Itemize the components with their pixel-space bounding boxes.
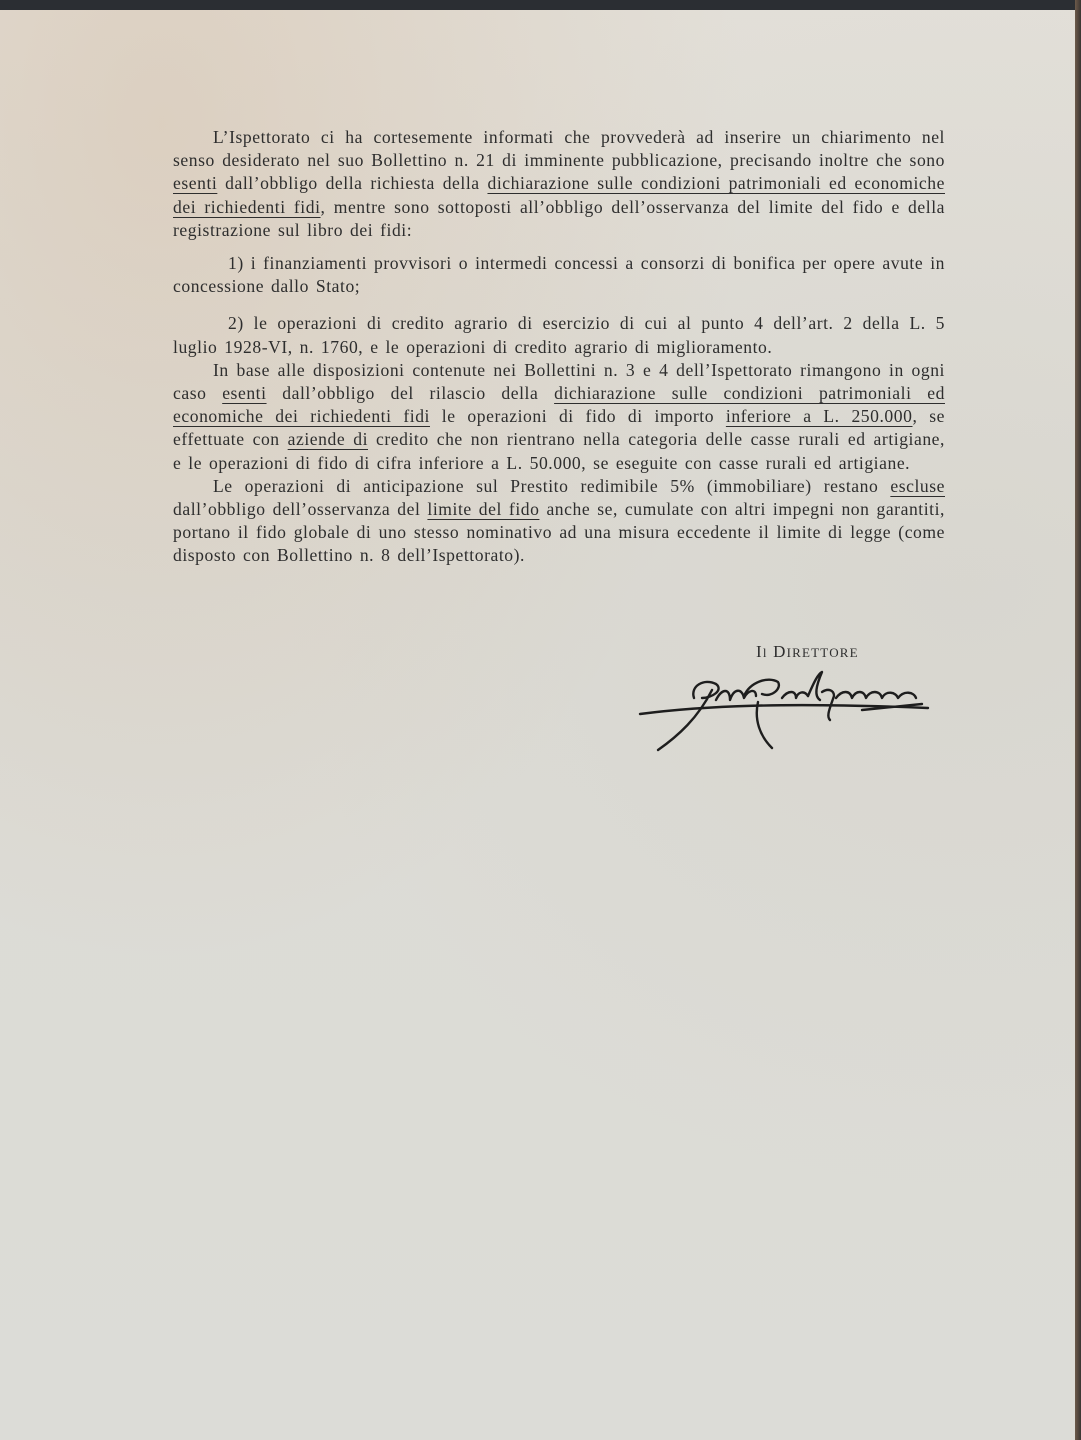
paragraph-3 <box>173 475 945 568</box>
paragraph-3-text: Le operazioni di anticipazione sul Prestito redimibile 5% (immobiliare) restano <box>213 475 891 496</box>
paragraph-2-text-5: credito che non rientrano nella categoria delle casse rurali ed artigiane, e le operazioni di fido di cifra inferiore a L. 50.000, se eseguite con casse rurali ed artigiane. <box>173 429 945 473</box>
handwritten-signature <box>632 668 932 758</box>
underlined-esenti: esenti <box>173 173 218 194</box>
underlined-limite: limite del fido <box>427 499 540 520</box>
underlined-escluse: escluse <box>890 475 945 496</box>
paragraph-1-text-2: dall’obbligo della richiesta della <box>217 173 488 194</box>
paragraph-3-text-2: dall’obbligo dell’osservanza del <box>173 499 428 520</box>
title-rest-1: l <box>762 645 768 660</box>
title-initial-1: I <box>756 642 763 661</box>
paragraph-3-text-3: anche se, cumulate con altri impegni non garantiti, portano il fido globale di uno stesso nominativo ad una misura eccedente il limite di legge (come disposto con Bollettino n. 8 dell’Ispettorato). <box>173 499 945 566</box>
list-item-2: 2) le operazioni di credito agrario di esercizio di cui al punto 4 dell’art. 2 della L. 5 luglio 1928-VI, n. 1760, e le operazioni di credito agrario di miglioramento. <box>173 313 945 357</box>
page-edge <box>1075 0 1081 1440</box>
signature-title <box>756 642 859 662</box>
letter-body <box>173 126 945 568</box>
underlined-amount: inferiore a L. 250.000 <box>725 406 913 427</box>
title-initial-2: D <box>773 642 787 661</box>
paragraph-2-text-4: , se effettuate con <box>173 406 945 450</box>
underlined-esenti-2: esenti <box>222 383 267 404</box>
underlined-aziende: aziende di <box>287 429 369 450</box>
list-item-1: 1) i finanziamenti provvisori o intermedi concessi a consorzi di bonifica per opere avute in concessione dallo Stato; <box>173 253 945 297</box>
underlined-declaration-2: dichiarazione sulle condizioni patrimoniali ed economiche dei richiedenti fidi <box>173 383 945 427</box>
paragraph-2 <box>173 359 945 475</box>
paragraph-2-text-2: dall’obbligo del rilascio della <box>266 383 555 404</box>
paragraph-1-text-3: , mentre sono sottoposti all’obbligo dell’osservanza del limite del fido e della registrazione sul libro dei fidi: <box>173 196 945 240</box>
title-rest-2: IRETTORE <box>786 645 859 660</box>
paragraph-2-text-3: le operazioni di fido di importo <box>429 406 726 427</box>
paragraph-2-text: In base alle disposizioni contenute nei Bollettini n. 3 e 4 dell’Ispettorato rimangono in ogni caso <box>173 359 945 404</box>
paragraph-1-text: L’Ispettorato ci ha cortesemente informati che provvederà ad inserire un chiarimento nel senso desiderato nel suo Bollettino n. 21 di imminente pubblicazione, precisando inoltre che sono <box>173 127 945 171</box>
paragraph-1 <box>173 126 945 242</box>
underlined-declaration: dichiarazione sulle condizioni patrimoniali ed economiche dei richiedenti fidi <box>173 173 945 217</box>
